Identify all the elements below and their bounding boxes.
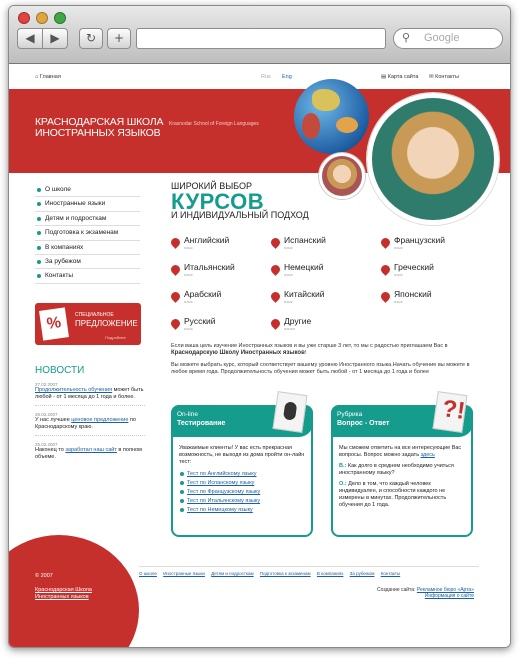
sitemap-link[interactable]: ▤ Карта сайта bbox=[381, 74, 419, 80]
news-link[interactable]: ценовое предложение bbox=[71, 417, 129, 423]
online-test-head1: On-line bbox=[177, 411, 198, 418]
news-text: Наконец то bbox=[35, 447, 66, 453]
news-date: 27.02.2007 bbox=[35, 382, 58, 387]
news-section bbox=[35, 365, 145, 465]
test-link-french[interactable]: Тест по Французскому языку bbox=[179, 488, 309, 497]
menu-item-languages[interactable]: Иностранные языки bbox=[35, 197, 140, 211]
news-date: 26.02.2007 bbox=[35, 412, 58, 417]
footer-nav-about[interactable]: О школе bbox=[139, 571, 157, 576]
footer-nav-languages[interactable]: Иностранные языки bbox=[163, 571, 205, 576]
language-sub: язык bbox=[184, 299, 193, 304]
intro-text bbox=[171, 343, 481, 376]
language-item[interactable] bbox=[171, 316, 271, 334]
language-name: Русский bbox=[184, 316, 216, 326]
language-name: Японский bbox=[394, 289, 432, 299]
news-link[interactable]: Продолжительность обучения bbox=[35, 387, 113, 393]
close-window-icon[interactable] bbox=[18, 12, 30, 24]
intro-school-name: Краснодарскую Школу Иностранных языков bbox=[171, 350, 305, 356]
search-icon: ⚲ bbox=[402, 32, 411, 44]
browser-toolbar bbox=[9, 6, 511, 64]
pin-icon bbox=[379, 263, 392, 276]
logo-line2: ИНОСТРАННЫХ ЯЗЫКОВ bbox=[35, 127, 161, 139]
lang-ru-link[interactable]: Rus bbox=[261, 74, 271, 80]
menu-item-kids[interactable]: Детям и подросткам bbox=[35, 212, 140, 226]
heading-courses: КУРСОВ bbox=[171, 189, 265, 214]
qa-head2: Вопрос - Ответ bbox=[337, 420, 390, 427]
news-item bbox=[35, 387, 145, 406]
language-item[interactable] bbox=[271, 316, 371, 334]
news-item bbox=[35, 447, 145, 465]
contacts-link[interactable]: ✉ Контакты bbox=[429, 74, 459, 80]
promo-line1: СПЕЦИАЛЬНОЕ bbox=[75, 312, 114, 318]
language-sub: язык bbox=[394, 272, 403, 277]
reload-icon[interactable]: ↻ bbox=[79, 28, 103, 49]
news-text: У нас лучшее bbox=[35, 417, 72, 423]
lang-en-link[interactable]: Eng bbox=[282, 74, 292, 80]
credits-label: Создание сайта: bbox=[377, 587, 416, 593]
language-sub: язык bbox=[184, 245, 193, 250]
qa-head1: Рубрика bbox=[337, 411, 363, 418]
language-item[interactable] bbox=[381, 289, 481, 307]
pin-icon bbox=[169, 290, 182, 303]
language-name: Испанский bbox=[284, 235, 326, 245]
footer-nav-exams[interactable]: Подготовка к экзаменам bbox=[259, 571, 311, 576]
language-item[interactable] bbox=[381, 235, 481, 253]
language-sub: язык bbox=[184, 272, 193, 277]
intro-para1: Если ваша цель изучение Иностранных языков и вы уже старше 3 лет, то мы с радостью приглашаем Вас в bbox=[171, 343, 448, 349]
top-bar bbox=[9, 65, 511, 89]
qa-question bbox=[339, 463, 469, 477]
news-heading: НОВОСТИ bbox=[35, 365, 85, 376]
logo-subtitle: Krasnodar School of Foreign Languages bbox=[169, 121, 259, 127]
site-logo[interactable] bbox=[35, 117, 163, 139]
language-name: Итальянский bbox=[184, 262, 235, 272]
qa-text: Мы сможем ответить на все интересующие Вас вопросы. Вопрос можно задать bbox=[339, 445, 462, 458]
footer-school-link[interactable]: Краснодарская Школа bbox=[35, 587, 92, 593]
address-bar[interactable] bbox=[136, 28, 386, 49]
search-input[interactable] bbox=[393, 28, 503, 49]
language-sub: язык bbox=[284, 272, 293, 277]
student-photo-small bbox=[319, 153, 365, 199]
test-link-english[interactable]: Тест по Английскому языку bbox=[179, 470, 309, 479]
language-sub: язык bbox=[184, 326, 193, 331]
add-icon[interactable]: + bbox=[107, 28, 131, 49]
footer-school-link-2[interactable]: Иностранных языков bbox=[35, 594, 89, 600]
menu-item-abroad[interactable]: За рубежом bbox=[35, 255, 140, 269]
language-item[interactable] bbox=[271, 289, 371, 307]
intro-para1-end: ! bbox=[304, 350, 307, 356]
minimize-window-icon[interactable] bbox=[36, 12, 48, 24]
menu-item-exams[interactable]: Подготовка к экзаменам bbox=[35, 226, 140, 240]
logo-line1: КРАСНОДАРСКАЯ ШКОЛА bbox=[35, 116, 164, 128]
test-link-spanish[interactable]: Тест по Испанскому языку bbox=[179, 479, 309, 488]
pin-icon bbox=[269, 263, 282, 276]
online-test-text: Уважаемые клиенты! У вас есть прекрасная возможность, не выходя из дома пройти он-лайн тест: bbox=[179, 445, 305, 465]
language-item[interactable] bbox=[271, 235, 371, 253]
pin-icon bbox=[169, 317, 182, 330]
forward-icon[interactable]: ▶ bbox=[42, 28, 68, 49]
online-test-box bbox=[171, 405, 313, 537]
qa-answer bbox=[339, 481, 469, 509]
language-name: Греческий bbox=[394, 262, 434, 272]
language-name: Французский bbox=[394, 235, 445, 245]
language-sub: язык bbox=[394, 299, 403, 304]
language-sub: языки bbox=[284, 326, 295, 331]
question-text: Как долго в среднем необходимо учиться иностранному языку? bbox=[339, 463, 454, 476]
pin-icon bbox=[379, 236, 392, 249]
answer-text: Дело в том, что каждый человек индивидуален, и способности каждого не измерены в минутах. Продолжительность обучения до 1 года. bbox=[339, 481, 447, 508]
answer-label: О.: bbox=[339, 481, 347, 487]
web-page bbox=[9, 65, 511, 648]
credits-agency-link[interactable]: Рекламное бюро «Арта» bbox=[416, 587, 474, 593]
language-sub: язык bbox=[284, 245, 293, 250]
back-icon[interactable]: ◀ bbox=[17, 28, 43, 49]
globe-image bbox=[294, 79, 369, 154]
copyright: © 2007 bbox=[35, 573, 53, 579]
language-name: Китайский bbox=[284, 289, 325, 299]
question-mark-icon: ?! bbox=[433, 391, 468, 433]
menu-item-companies[interactable]: В компаниях bbox=[35, 241, 140, 255]
news-date: 25.02.2007 bbox=[35, 442, 58, 447]
language-item[interactable] bbox=[381, 262, 481, 280]
qa-ask-link[interactable]: здесь bbox=[420, 452, 435, 458]
language-sub: язык bbox=[394, 245, 403, 250]
footer-nav-abroad[interactable]: За рубежом bbox=[349, 571, 375, 576]
footer-left bbox=[35, 573, 92, 601]
language-sub: язык bbox=[284, 299, 293, 304]
qa-box bbox=[331, 395, 473, 537]
zoom-window-icon[interactable] bbox=[54, 12, 66, 24]
site-credits bbox=[339, 587, 474, 599]
language-item[interactable] bbox=[271, 262, 371, 280]
credits-info-link[interactable]: Информация о сайте bbox=[424, 593, 474, 599]
language-name: Английский bbox=[184, 235, 230, 245]
language-item[interactable] bbox=[171, 262, 271, 280]
online-test-head2: Тестирование bbox=[177, 420, 226, 427]
side-menu bbox=[35, 183, 140, 284]
pin-icon bbox=[269, 317, 282, 330]
intro-para2: Вы можете выбрать курс, который соответствует вашему уровню Иностранного языка.Начать обучение вы можете в любое время года. Продолжительность обучения может быть любой - от 1 месяца до 1 года и более bbox=[171, 362, 470, 375]
footer-nav-contacts[interactable]: Контакты bbox=[380, 571, 401, 576]
news-text: может быть любой - от 1 месяца до 1 года и более. bbox=[35, 387, 144, 400]
language-name: Арабский bbox=[184, 289, 222, 299]
qa-body bbox=[339, 445, 469, 509]
pin-icon bbox=[269, 236, 282, 249]
online-test-body bbox=[179, 445, 309, 515]
menu-item-contacts[interactable]: Контакты bbox=[35, 269, 140, 283]
language-name: Немецкий bbox=[284, 262, 324, 272]
footer-nav-kids[interactable]: Детям и подросткам bbox=[211, 571, 254, 576]
news-item bbox=[35, 417, 145, 436]
promo-line2: ПРЕДЛОЖЕНИЕ bbox=[75, 319, 138, 328]
pin-icon bbox=[269, 290, 282, 303]
pin-icon bbox=[169, 236, 182, 249]
student-photo-large bbox=[367, 93, 499, 225]
language-item[interactable] bbox=[171, 235, 271, 253]
promo-more-link[interactable]: Подробнее bbox=[105, 335, 126, 340]
special-offer-banner[interactable] bbox=[35, 303, 141, 345]
news-text: в полном объеме. bbox=[35, 447, 142, 460]
browser-window bbox=[8, 5, 511, 648]
language-item[interactable] bbox=[171, 289, 271, 307]
heading-bottom: И ИНДИВИДУАЛЬНЫЙ ПОДХОД bbox=[171, 210, 309, 220]
news-link[interactable]: заработал наш сайт bbox=[65, 447, 117, 453]
language-name: Другие bbox=[284, 316, 312, 326]
test-link-italian[interactable]: Тест по Итальянскому языку bbox=[179, 497, 309, 506]
home-link[interactable]: ⌂ Главная bbox=[35, 74, 61, 80]
question-label: В.: bbox=[339, 463, 347, 469]
heading-top: ШИРОКИЙ ВЫБОР bbox=[171, 181, 252, 191]
percent-icon: % bbox=[39, 307, 69, 340]
mouse-icon bbox=[273, 391, 308, 433]
footer-nav-companies[interactable]: В компаниях bbox=[316, 571, 344, 576]
search-placeholder: Google bbox=[424, 32, 460, 44]
footer-nav bbox=[139, 566, 479, 576]
menu-item-about[interactable]: О школе bbox=[35, 183, 140, 197]
pin-icon bbox=[169, 263, 182, 276]
test-link-german[interactable]: Тест по Немецкому языку bbox=[179, 506, 309, 515]
pin-icon bbox=[379, 290, 392, 303]
news-text: по Краснодарскому краю. bbox=[35, 417, 136, 430]
